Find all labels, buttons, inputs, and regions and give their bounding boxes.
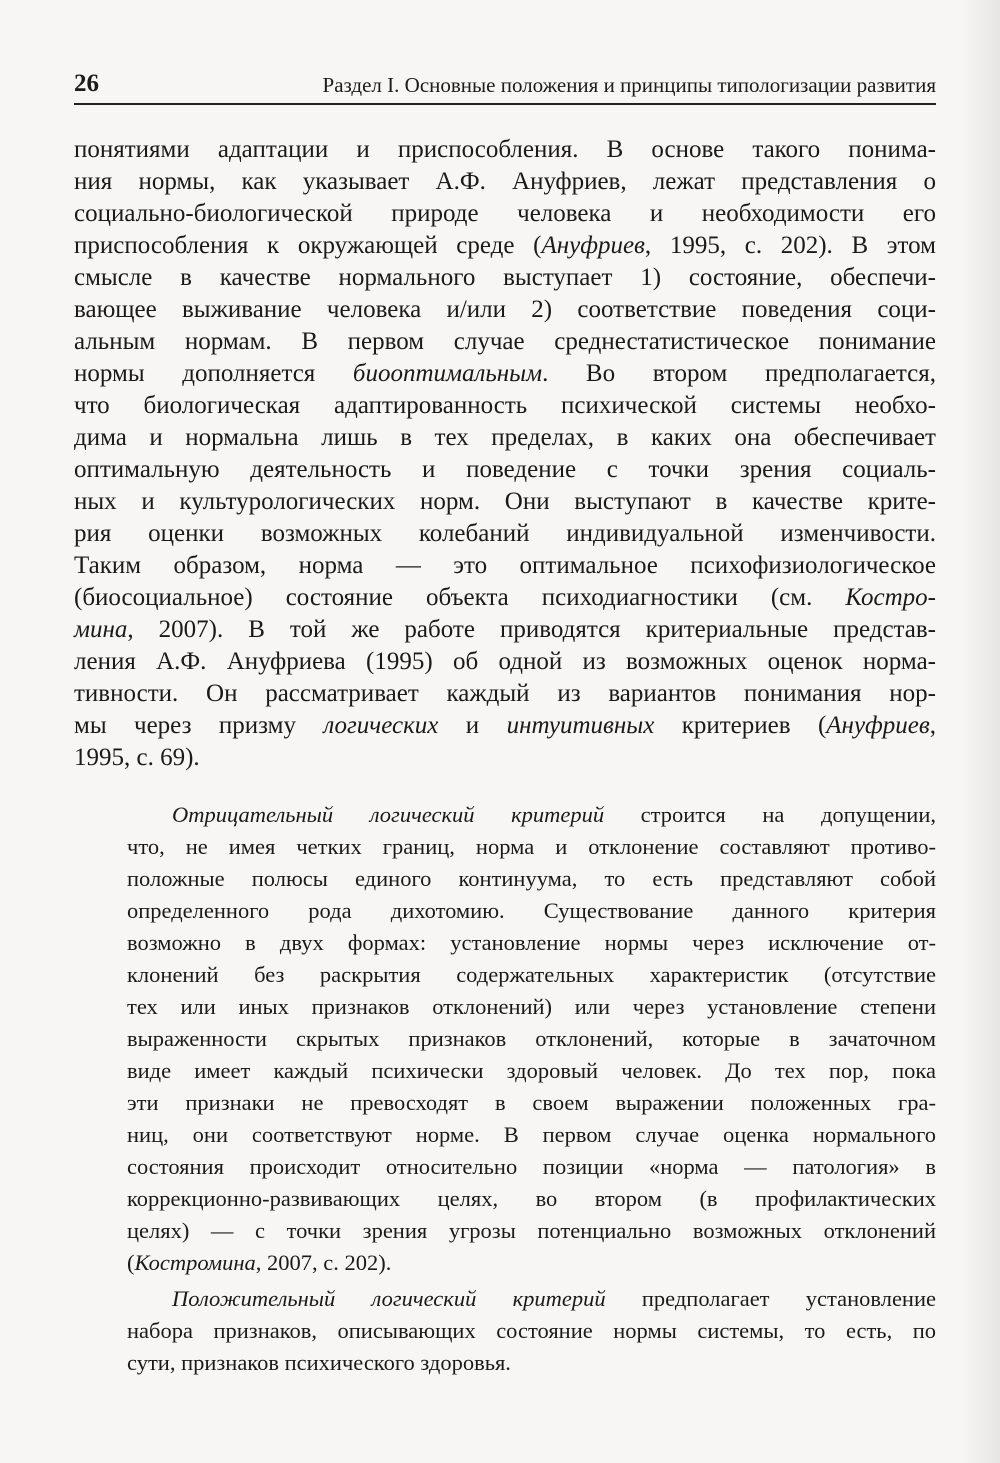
quote-line: что, не имея четких границ, норма и отклонение составляют противо- xyxy=(127,834,936,859)
citation-author: Ануфриев xyxy=(826,712,930,739)
text-line: мы через призму логических и интуитивных критериев (Ануфриев, xyxy=(74,712,936,739)
quote-line: выраженности скрытых признаков отклонений, которые в зачаточном xyxy=(127,1026,936,1051)
text-line: альным нормам. В первом случае среднестатистическое понимание xyxy=(74,328,936,355)
quote-line: виде имеет каждый психически здоровый человек. До тех пор, пока xyxy=(127,1058,936,1083)
text-line: ления А.Ф. Ануфриева (1995) об одной из возможных оценок норма- xyxy=(74,648,936,675)
text-line: ных и культурологических норм. Они выступают в качестве крите- xyxy=(74,488,936,515)
quote-line: Отрицательный логический критерий строится на допущении, xyxy=(172,802,936,827)
text-line: понятиями адаптации и приспособления. В основе такого понима- xyxy=(74,136,936,163)
quote-line: определенного рода дихотомию. Существование данного критерия xyxy=(127,898,936,923)
citation-author: Ануфриев xyxy=(541,232,645,259)
quote-line: (Костромина, 2007, с. 202). xyxy=(127,1250,392,1275)
page-edge-shadow xyxy=(962,0,1000,1463)
text-line: социально-биологической природе человека и необходимости его xyxy=(74,200,936,227)
text-line: мина, 2007). В той же работе приводятся критериальные представ- xyxy=(74,616,936,643)
quote-line: целях) — с точки зрения угрозы потенциально возможных отклонений xyxy=(127,1218,936,1243)
text-line: вающее выживание человека и/или 2) соответствие поведения соци- xyxy=(74,296,936,323)
quote-line: ниц, они соответствуют норме. В первом случае оценка нормального xyxy=(127,1122,936,1147)
emphasis-term: Отрицательный логический критерий xyxy=(172,802,605,827)
text-line: рия оценки возможных колебаний индивидуальной изменчивости. xyxy=(74,520,936,547)
text-line: что биологическая адаптированность психической системы необхо- xyxy=(74,392,936,419)
running-title: Раздел I. Основные положения и принципы типологизации развития xyxy=(322,73,936,97)
quote-line: эти признаки не превосходят в своем выражении положенных гра- xyxy=(127,1090,936,1115)
quote-line: клонений без раскрытия содержательных характеристик (отсутствие xyxy=(127,962,936,987)
citation-author: мина xyxy=(74,616,128,643)
quote-line: коррекционно-развивающих целях, во втором (в профилактических xyxy=(127,1186,936,1211)
emphasis-term: Положительный логический критерий xyxy=(172,1286,606,1311)
text-line: Таким образом, норма — это оптимальное психофизиологическое xyxy=(74,552,936,579)
text-line: оптимальную деятельность и поведение с точки зрения социаль- xyxy=(74,456,936,483)
emphasis-term: биооптимальным xyxy=(352,360,543,387)
citation-author: Костро- xyxy=(845,584,936,611)
quote-line: Положительный логический критерий предполагает установление xyxy=(172,1286,937,1311)
emphasis-term: интуитивных xyxy=(506,712,655,739)
quote-line: сути, признаков психического здоровья. xyxy=(127,1350,511,1375)
text-line: ния нормы, как указывает А.Ф. Ануфриев, лежат представления о xyxy=(74,168,936,195)
page-header xyxy=(74,70,936,102)
text-line: приспособления к окружающей среде (Ануфриев, 1995, с. 202). В этом xyxy=(74,232,936,259)
quote-line: возможно в двух формах: установление нормы через исключение от- xyxy=(127,930,936,955)
header-rule xyxy=(74,103,936,105)
citation-author: Костромина xyxy=(134,1250,256,1275)
emphasis-term: логических xyxy=(323,712,439,739)
quote-line: положные полюсы единого континуума, то есть представляют собой xyxy=(127,866,936,891)
quote-line: тех или иных признаков отклонений) или через установление степени xyxy=(127,994,936,1019)
quote-line: состояния происходит относительно позиции «норма — патология» в xyxy=(127,1154,936,1179)
text-line: тивности. Он рассматривает каждый из вариантов понимания нор- xyxy=(74,680,936,707)
page-number: 26 xyxy=(74,70,99,97)
text-line: дима и нормальна лишь в тех пределах, в каких она обеспечивает xyxy=(74,424,936,451)
text-line: (биосоциальное) состояние объекта психодиагностики (см. Костро- xyxy=(74,584,936,611)
text-line: 1995, с. 69). xyxy=(74,744,200,771)
quote-line: набора признаков, описывающих состояние нормы системы, то есть, по xyxy=(127,1318,936,1343)
text-line: смысле в качестве нормального выступает 1) состояние, обеспечи- xyxy=(74,264,936,291)
text-line: нормы дополняется биооптимальным. Во втором предполагается, xyxy=(74,360,936,387)
